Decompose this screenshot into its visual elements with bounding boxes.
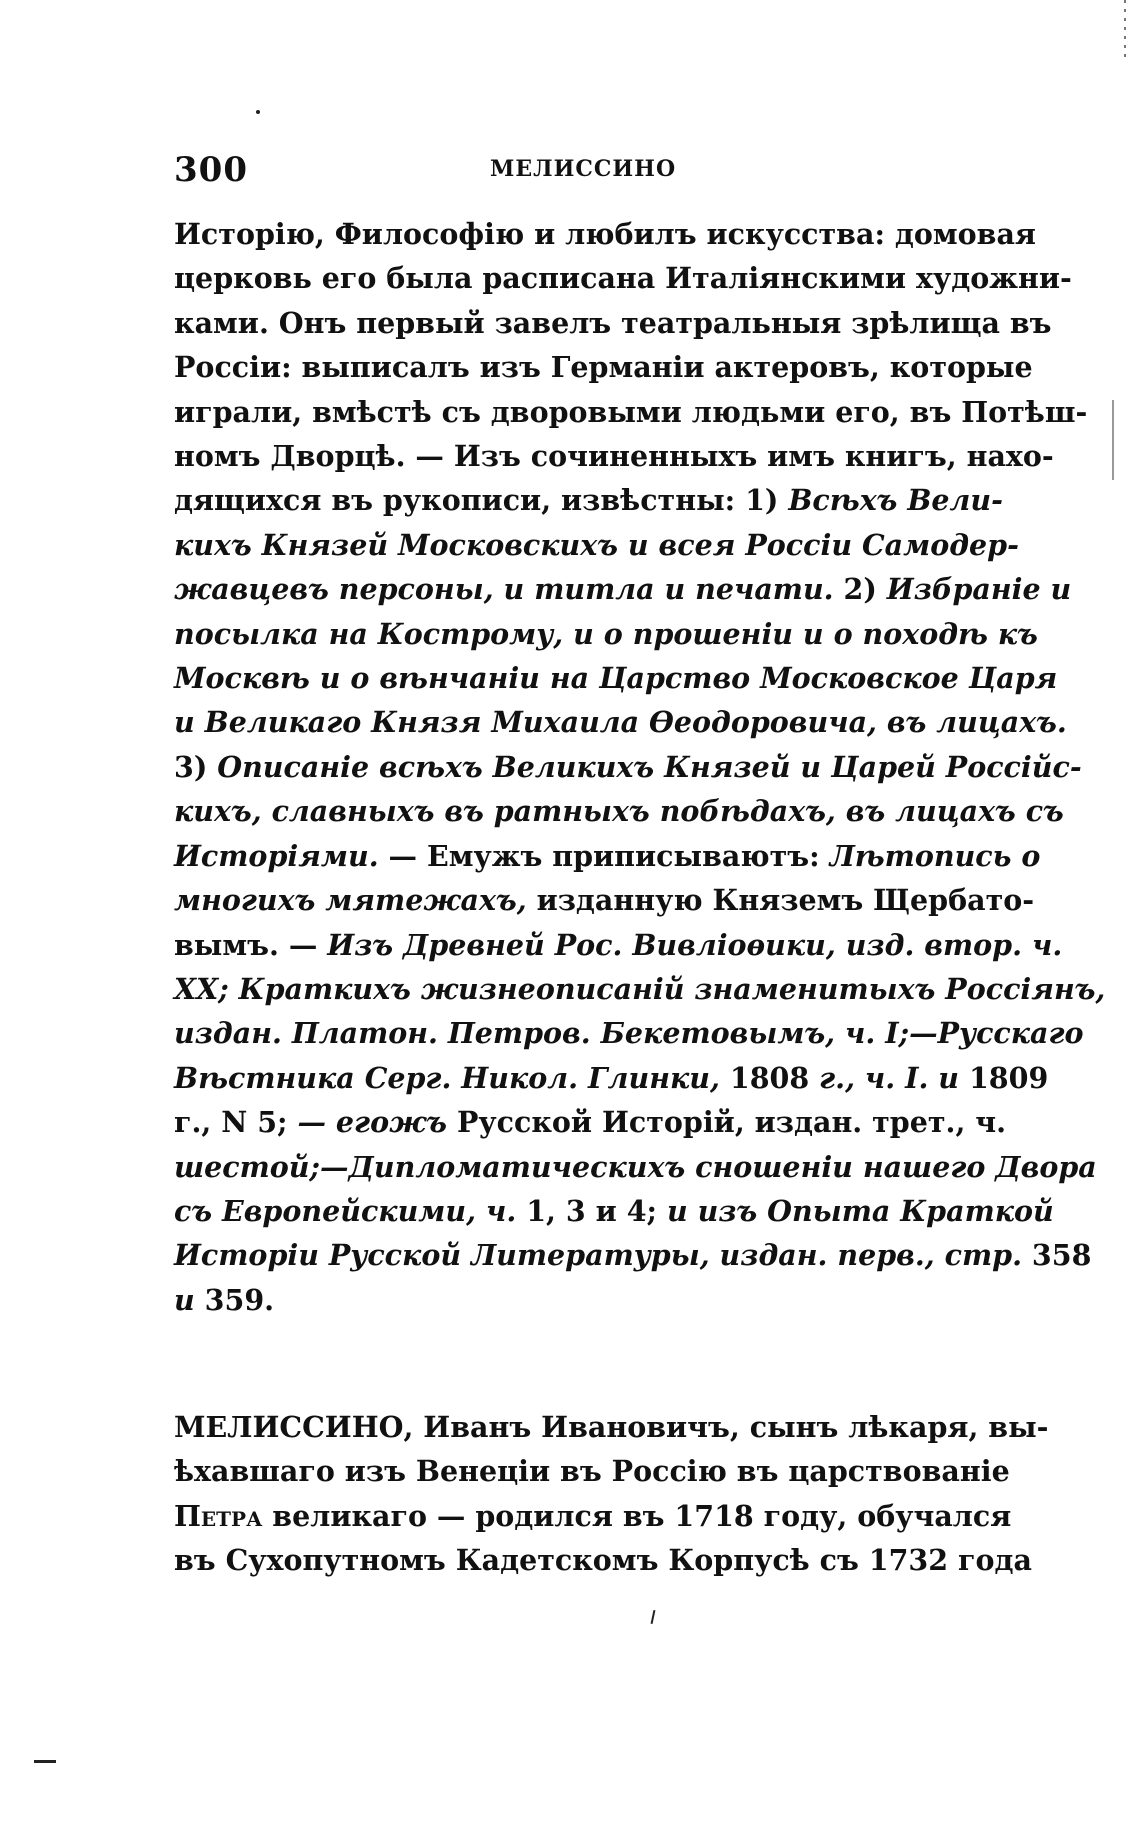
line-segment: 4;	[626, 1193, 667, 1228]
entry-line	[174, 1494, 1012, 1538]
line-segment: 359.	[204, 1282, 275, 1317]
line-segment: Исторіями.	[174, 838, 389, 873]
entry-line	[174, 390, 1088, 434]
scan-speck	[1112, 400, 1114, 480]
entry-text-continued	[174, 212, 1106, 1322]
entry-line	[174, 1100, 1007, 1144]
line-segment: г., ч. I. и	[819, 1060, 969, 1095]
entry-line	[174, 612, 1038, 656]
entry-line	[174, 212, 1036, 256]
entry-line	[174, 1145, 1097, 1189]
entry-line	[174, 523, 1019, 567]
entry-line	[174, 1233, 1092, 1277]
line-segment: изданную Княземъ Щербато-	[536, 883, 1035, 918]
line-segment: жавцевъ персоны, и титла и печати.	[174, 572, 844, 607]
name-petra: Петра	[174, 1498, 263, 1533]
entry-line	[174, 878, 1035, 922]
line-segment: 3)	[174, 749, 218, 784]
line-segment: и	[595, 1193, 627, 1228]
line-segment: шестой;—Дипломатическихъ сношеніи нашего Двора	[174, 1149, 1097, 1184]
line-segment: 1809	[968, 1060, 1049, 1095]
line-segment: и изъ Опыта Краткой	[666, 1193, 1054, 1228]
line-segment: 1, 3	[526, 1193, 596, 1228]
entry-line	[174, 434, 1054, 478]
line-segment: многихъ мятежахъ,	[174, 883, 537, 918]
scan-speck	[651, 1610, 656, 1624]
scan-edge-marks	[1124, 0, 1126, 60]
entry-line	[174, 256, 1072, 300]
line-segment: и Великаго Князя Михаила Ѳеодоровича, въ лицахъ.	[174, 705, 1067, 740]
entry-line: ѣхавшаго изъ Венеціи въ Россію въ царствованіе	[174, 1454, 1010, 1489]
scan-speck	[34, 1760, 56, 1763]
page-number: 300	[174, 150, 248, 190]
entry-line	[174, 567, 1072, 611]
line-segment: и	[174, 1282, 205, 1317]
line-segment: Вѣстника Серг. Никол. Глинки,	[174, 1060, 730, 1095]
line-segment: играли, вмѣстѣ съ дворовыми людьми его, въ Потѣш-	[174, 394, 1088, 429]
entry-line	[174, 1011, 1084, 1055]
running-head: МЕЛИССИНО	[490, 156, 677, 182]
line-segment: вымъ. —	[174, 927, 328, 962]
entry-line	[174, 700, 1067, 744]
entry-line-text: Иванъ Ивановичъ, сынъ лѣкаря, вы-	[413, 1410, 1049, 1444]
line-segment: церковь его была расписана Италіянскими художни-	[174, 261, 1072, 296]
line-segment: Исторіи Русской Литературы, издан. перв., стр.	[174, 1238, 1032, 1273]
line-segment: 358	[1031, 1238, 1092, 1273]
line-segment: посылка на Кострому, и о прошеніи и о походѣ къ	[174, 616, 1038, 651]
line-segment: номъ Дворцѣ. — Изъ сочиненныхъ имъ книгъ, нахо-	[174, 439, 1054, 474]
entry-line	[174, 1405, 1049, 1449]
line-segment: Исторію, Философію и любилъ искусства: домовая	[174, 217, 1036, 251]
entry-line	[174, 967, 1106, 1011]
line-segment: кихъ Князей Московскихъ и всея Россіи Самодер-	[174, 527, 1019, 562]
entry-line	[174, 1189, 1054, 1233]
line-segment: 1808	[729, 1060, 820, 1095]
line-segment: съ Европейскими, ч.	[174, 1193, 527, 1228]
entry-line: въ Сухопутномъ Кадетскомъ Корпусѣ съ 1732 года	[174, 1543, 1032, 1578]
line-segment: — Емужъ приписываютъ:	[388, 838, 830, 873]
entry-line	[174, 345, 1033, 389]
line-segment: 2)	[843, 572, 887, 607]
entry-line	[174, 301, 1052, 345]
line-segment: Русской Исторій, издан. трет., ч.	[456, 1105, 1007, 1140]
line-segment: XX; Краткихъ жизнеописаній знаменитыхъ Россіянъ,	[174, 971, 1106, 1006]
line-segment: Москвѣ и о вѣнчаніи на Царство Московское Царя	[174, 661, 1058, 696]
line-segment: издан. Платон. Петров. Бекетовымъ, ч. I;—Русскаго	[174, 1016, 1084, 1051]
line-segment: дящихся въ рукописи, извѣстны: 1)	[174, 483, 789, 518]
entry-line	[174, 745, 1082, 789]
entry-line	[174, 1278, 984, 1322]
line-segment: г., N 5;	[174, 1105, 298, 1140]
entry-line	[174, 834, 1041, 878]
line-segment: ками. Онъ первый завелъ театральныя зрѣлища въ	[174, 305, 1052, 340]
scan-speck	[256, 110, 260, 114]
line-segment: Избраніе и	[886, 572, 1072, 607]
line-segment: Россіи: выписалъ изъ Германіи актеровъ, которые	[174, 350, 1033, 385]
entry-headword: МЕЛИССИНО,	[174, 1410, 414, 1444]
entry-line	[174, 923, 1063, 967]
line-segment: Изъ Древней Рос. Вивліоѳики, изд. втор. ч.	[327, 927, 1063, 962]
entry-melissino-ivan	[174, 1405, 1049, 1583]
line-segment: Описаніе всѣхъ Великихъ Князей и Царей Россійс-	[217, 749, 1082, 784]
entry-line	[174, 789, 1064, 833]
line-segment: — егожъ	[297, 1105, 457, 1140]
entry-line	[174, 1056, 1049, 1100]
line-segment: кихъ, славныхъ въ ратныхъ побѣдахъ, въ лицахъ съ	[174, 794, 1064, 829]
entry-line	[174, 478, 1003, 522]
line-segment: Всѣхъ Вели-	[788, 483, 1003, 518]
entry-line-text: великаго — родился въ 1718 году, обучался	[262, 1498, 1012, 1533]
line-segment: Лѣтопись о	[829, 838, 1041, 873]
entry-line	[174, 656, 1058, 700]
